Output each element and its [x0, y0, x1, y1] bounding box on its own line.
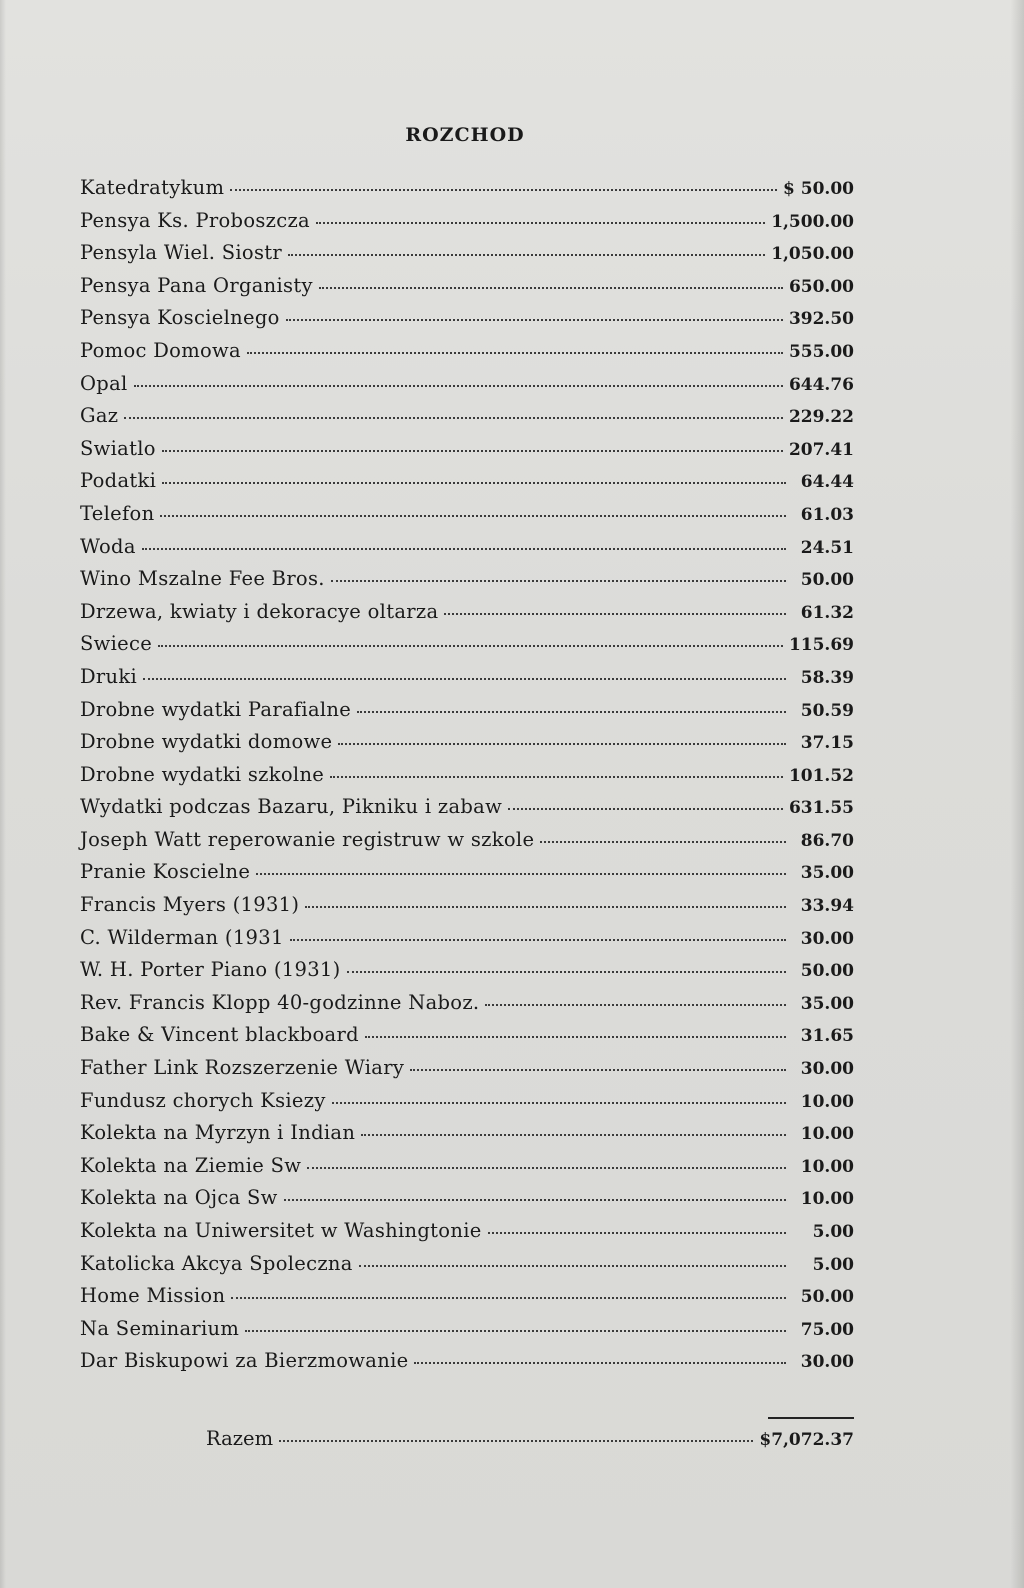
expense-label: Swiatlo	[80, 436, 156, 460]
page-title: ROZCHOD	[405, 124, 525, 146]
expense-label: Bake & Vincent blackboard	[80, 1023, 359, 1047]
expense-row	[80, 1182, 854, 1215]
expense-label: Pensyla Wiel. Siostr	[80, 241, 283, 265]
leader-dots	[365, 1035, 786, 1038]
expense-row	[80, 465, 854, 498]
expense-label: Drobne wydatki domowe	[80, 730, 333, 754]
expense-label: Pensya Koscielnego	[80, 306, 280, 330]
expense-label: Wino Mszalne Fee Bros.	[80, 567, 325, 591]
expense-amount: 115.69	[788, 635, 854, 656]
expense-amount: 30.00	[800, 1059, 854, 1080]
expense-label: Drobne wydatki szkolne	[80, 762, 325, 786]
leader-dots	[307, 1166, 786, 1169]
total-label: Razem	[206, 1427, 274, 1450]
expense-amount: 75.00	[800, 1319, 854, 1340]
leader-dots	[319, 286, 783, 289]
expense-label: Na Seminarium	[80, 1316, 240, 1340]
expense-amount: 30.00	[800, 1352, 854, 1373]
expense-amount: 392.50	[788, 309, 854, 330]
expense-label: Home Mission	[80, 1284, 226, 1308]
leader-dots	[488, 1231, 786, 1234]
expense-row	[80, 270, 854, 303]
leader-dots	[290, 938, 786, 941]
expense-amount: 50.00	[800, 961, 854, 982]
expense-row	[80, 596, 854, 629]
leader-dots	[231, 1296, 786, 1299]
expense-amount: 101.52	[788, 765, 854, 786]
expense-label: Podatki	[80, 469, 157, 493]
expense-label: Rev. Francis Klopp 40-godzinne Naboz.	[80, 990, 480, 1014]
leader-dots	[338, 742, 786, 745]
expense-amount: 631.55	[788, 798, 854, 819]
expense-amount: 35.00	[800, 863, 854, 884]
expense-label: Telefon	[80, 501, 155, 525]
expense-row	[80, 922, 854, 955]
expense-label: Pranie Koscielne	[80, 860, 251, 884]
leader-dots	[142, 547, 786, 550]
expense-row	[80, 1117, 854, 1150]
expense-amount: 30.00	[800, 928, 854, 949]
leader-dots	[162, 449, 783, 452]
leader-dots	[332, 1101, 786, 1104]
leader-dots	[330, 775, 783, 778]
expense-label: Katolicka Akcya Spoleczna	[80, 1251, 353, 1275]
expense-amount: 33.94	[800, 896, 854, 917]
expense-amount: 58.39	[800, 667, 854, 688]
expense-amount: 64.44	[800, 472, 854, 493]
expense-label: Father Link Rozszerzenie Wiary	[80, 1056, 405, 1080]
expense-amount: 5.00	[812, 1254, 854, 1275]
expense-row	[80, 1019, 854, 1052]
leader-dots	[316, 221, 765, 224]
expense-row	[80, 759, 854, 792]
leader-dots	[245, 1329, 786, 1332]
expense-row	[80, 791, 854, 824]
expense-amount: 24.51	[800, 537, 854, 558]
expense-label: Pomoc Domowa	[80, 338, 241, 362]
leader-dots	[361, 1133, 786, 1136]
leader-dots	[288, 253, 765, 256]
leader-dots	[247, 351, 783, 354]
expense-amount: 10.00	[800, 1189, 854, 1210]
expense-row	[80, 563, 854, 596]
leader-dots	[286, 318, 783, 321]
expense-row	[80, 889, 854, 922]
leader-dots	[160, 514, 786, 517]
expense-row	[80, 1248, 854, 1281]
expense-amount: 61.03	[800, 504, 854, 525]
expense-amount: 229.22	[788, 407, 854, 428]
expense-label: Wydatki podczas Bazaru, Pikniku i zabaw	[80, 795, 503, 819]
leader-dots	[540, 840, 786, 843]
leader-dots	[359, 1264, 786, 1267]
expense-label: Druki	[80, 664, 138, 688]
page-edge-right	[1010, 0, 1024, 1588]
expense-row	[80, 1215, 854, 1248]
expense-row	[80, 987, 854, 1020]
expense-row	[80, 335, 854, 368]
expense-row	[80, 661, 854, 694]
expense-label: C. Wilderman (1931	[80, 925, 284, 949]
leader-dots	[284, 1198, 786, 1201]
expense-row	[80, 726, 854, 759]
leader-dots	[305, 905, 786, 908]
expense-amount: 650.00	[788, 276, 854, 297]
expense-amount: 37.15	[800, 733, 854, 754]
expense-amount: 86.70	[800, 830, 854, 851]
expense-row	[80, 954, 854, 987]
expense-label: Fundusz chorych Ksiezy	[80, 1088, 326, 1112]
expense-label: Katedratykum	[80, 176, 225, 199]
expense-row	[80, 302, 854, 335]
expense-label: Kolekta na Myrzyn i Indian	[80, 1121, 356, 1145]
expense-amount: 5.00	[812, 1222, 854, 1242]
leader-dots	[230, 188, 777, 191]
expense-amount: 31.65	[800, 1026, 854, 1047]
leader-dots	[143, 677, 786, 680]
expense-row	[80, 1345, 854, 1378]
expense-label: Drzewa, kwiaty i dekoracye oltarza	[80, 599, 439, 623]
expense-row	[80, 172, 854, 205]
leader-dots	[279, 1439, 753, 1442]
expense-label: Kolekta na Ziemie Sw	[80, 1153, 302, 1177]
leader-dots	[414, 1361, 786, 1364]
expense-label: Francis Myers (1931)	[80, 893, 300, 917]
leader-dots	[158, 644, 783, 647]
leader-dots	[162, 481, 786, 484]
leader-dots	[331, 579, 786, 582]
expense-row	[80, 1052, 854, 1085]
expense-label: Drobne wydatki Parafialne	[80, 697, 352, 721]
expense-label: Kolekta na Ojca Sw	[80, 1186, 278, 1210]
expense-amount: 555.00	[788, 341, 854, 362]
expense-row	[80, 368, 854, 401]
expense-amount: 644.76	[788, 374, 854, 395]
expense-label: Pensya Ks. Proboszcza	[80, 208, 310, 232]
expense-label: Gaz	[80, 404, 119, 428]
expense-row	[80, 237, 854, 270]
expense-label: W. H. Porter Piano (1931)	[80, 958, 341, 982]
leader-dots	[485, 1003, 786, 1006]
expense-amount: 35.00	[800, 993, 854, 1014]
expense-amount: 50.59	[800, 700, 854, 721]
expense-amount: 1,050.00	[771, 244, 854, 265]
expense-row	[80, 400, 854, 433]
leader-dots	[508, 807, 783, 810]
leader-dots	[256, 872, 786, 875]
expense-row	[80, 205, 854, 238]
expense-row	[80, 1085, 854, 1118]
expense-row	[80, 1280, 854, 1313]
leader-dots	[124, 416, 783, 419]
total-row	[206, 1423, 854, 1455]
leader-dots	[444, 612, 786, 615]
leader-dots	[347, 970, 786, 973]
leader-dots	[357, 710, 786, 713]
expense-amount: 50.00	[800, 570, 854, 591]
expense-amount: 10.00	[800, 1156, 854, 1177]
expense-row	[80, 1150, 854, 1183]
leader-dots	[410, 1068, 786, 1071]
expense-row	[80, 628, 854, 661]
expense-amount: 10.00	[800, 1124, 854, 1145]
expense-label: Dar Biskupowi za Bierzmowanie	[80, 1349, 409, 1373]
total-amount: $7,072.37	[759, 1430, 854, 1450]
expense-amount: 61.32	[800, 602, 854, 623]
expense-list	[80, 172, 854, 1378]
expense-label: Joseph Watt reperowanie registruw w szkole	[80, 827, 535, 851]
expense-amount: $ 50.00	[783, 179, 854, 199]
expense-amount: 10.00	[800, 1091, 854, 1112]
expense-row	[80, 498, 854, 531]
page-edge-left	[0, 0, 6, 1588]
expense-amount: 1,500.00	[771, 211, 854, 232]
expense-label: Opal	[80, 371, 128, 395]
expense-row	[80, 694, 854, 727]
total-rule	[768, 1417, 854, 1419]
expense-row	[80, 824, 854, 857]
expense-label: Kolekta na Uniwersitet w Washingtonie	[80, 1219, 482, 1242]
expense-label: Swiece	[80, 632, 153, 656]
leader-dots	[134, 384, 783, 387]
expense-amount: 207.41	[788, 439, 854, 460]
expense-label: Pensya Pana Organisty	[80, 273, 313, 297]
expense-label: Woda	[80, 534, 136, 558]
expense-row	[80, 1313, 854, 1346]
expense-amount: 50.00	[800, 1287, 854, 1308]
expense-row	[80, 531, 854, 564]
expense-row	[80, 433, 854, 466]
expense-row	[80, 856, 854, 889]
